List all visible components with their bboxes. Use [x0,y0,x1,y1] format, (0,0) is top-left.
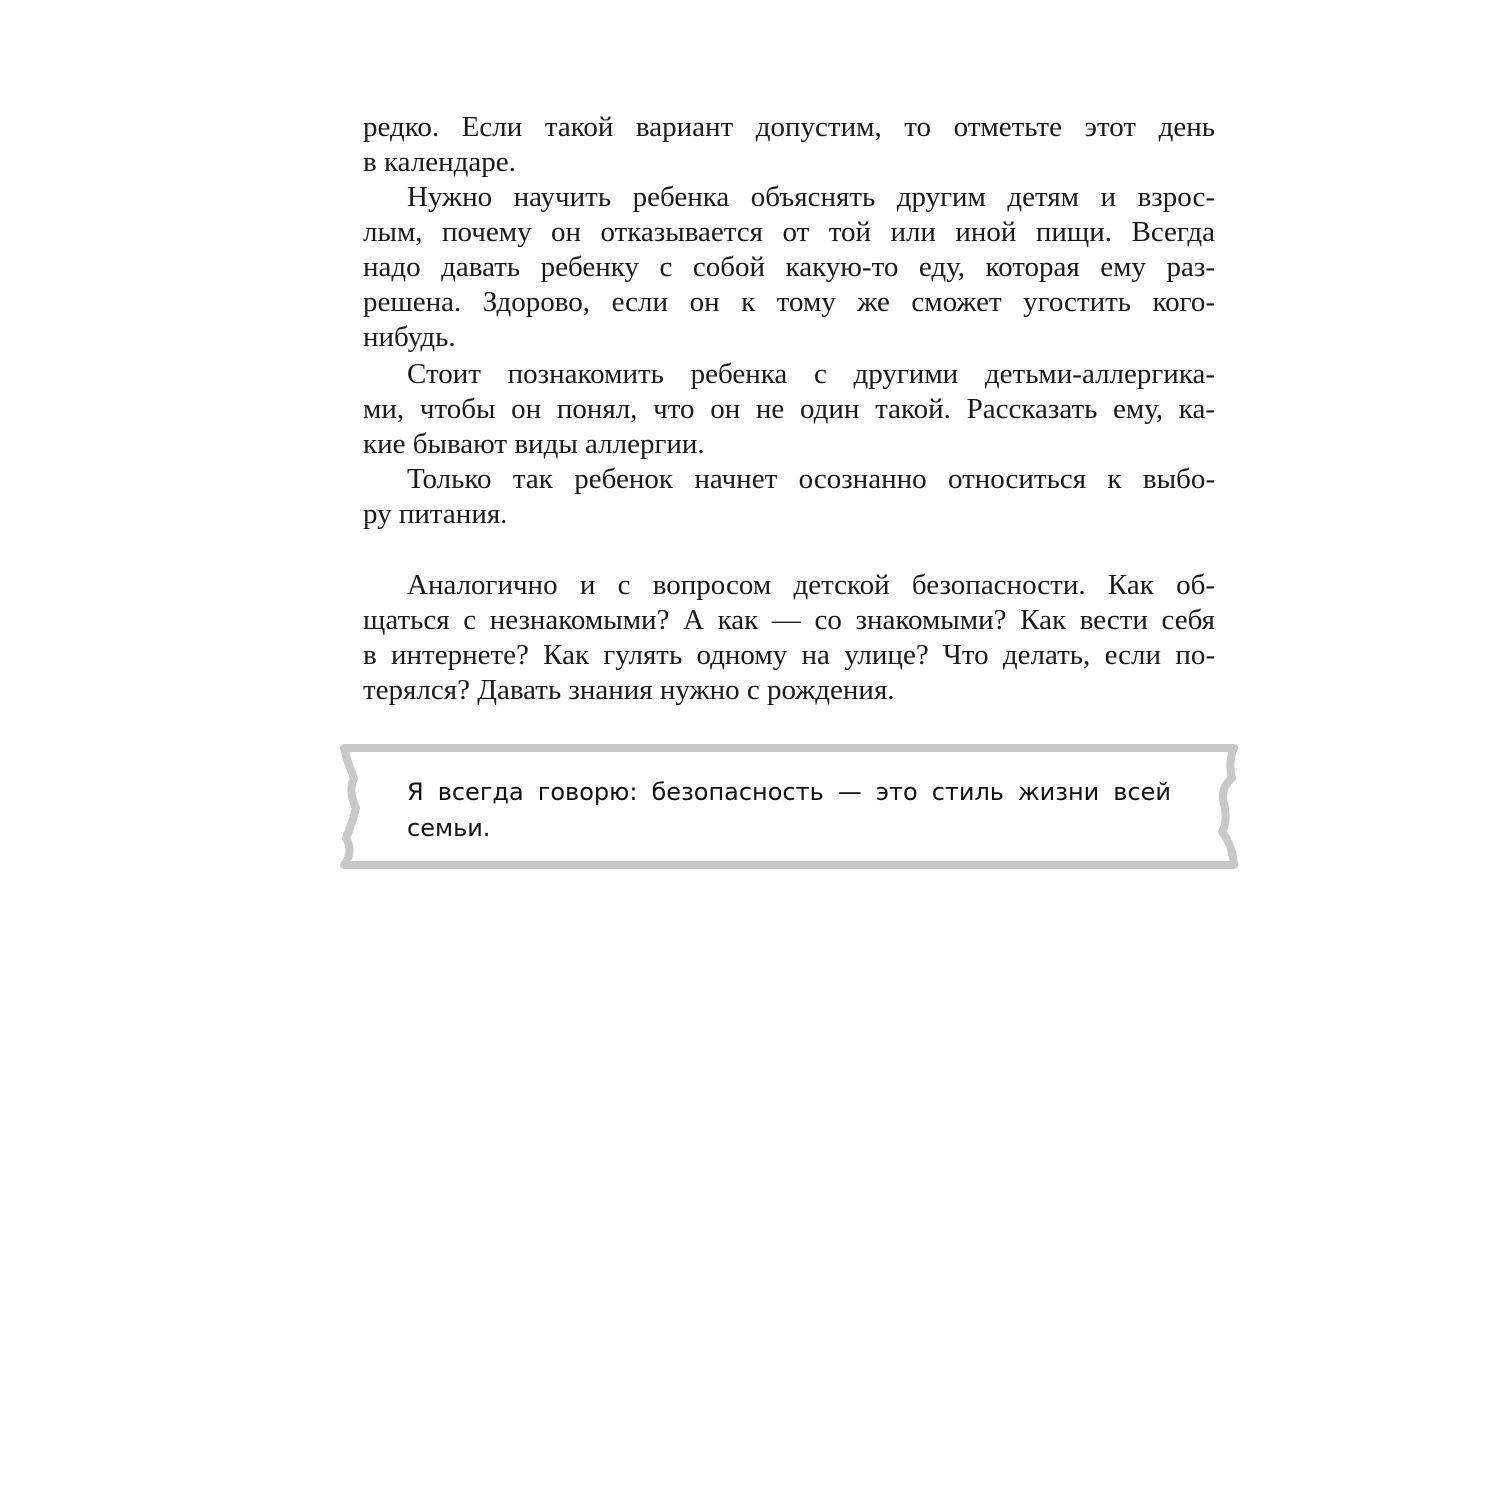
text-line: редко. Если такой вариант допустим, то отметьте этот день [363,111,1215,143]
paragraph-4 [363,462,1215,532]
paragraph-1 [363,110,1215,180]
callout-line: Я всегда говорю: безопасность — это стиль жизни всей [407,778,1171,806]
text-line: ру питания. [363,498,508,530]
text-line: надо давать ребенку с собой какую-то еду, которая ему раз- [363,251,1215,283]
text-line: Нужно научить ребенка объяснять другим детям и взрос- [407,181,1215,213]
text-line: нибудь. [363,321,456,353]
text-line: в интернете? Как гулять одному на улице? Что делать, если по- [363,639,1215,671]
paragraph-2 [363,180,1215,355]
text-line: лым, почему он отказывается от той или иной пищи. Всегда [363,216,1215,248]
text-line: в календаре. [363,146,516,178]
text-line: Стоит познакомить ребенка с другими детьми-аллергика- [407,358,1215,390]
text-line: терялся? Давать знания нужно с рождения. [363,674,895,706]
paragraph-3 [363,357,1215,462]
paragraph-5 [363,568,1215,708]
text-line: щаться с незнакомыми? А как — со знакомыми? Как вести себя [363,604,1215,636]
quote-callout [340,744,1238,869]
text-line: ми, чтобы он понял, что он не один такой. Рассказать ему, ка- [363,393,1215,425]
text-line: Только так ребенок начнет осознанно относиться к выбо- [407,463,1215,495]
callout-line: семьи. [407,814,491,842]
text-line: решена. Здорово, если он к тому же сможет угостить кого- [363,286,1215,318]
callout-text [407,774,1171,846]
text-line: Аналогично и с вопросом детской безопасности. Как об- [407,569,1215,601]
text-line: кие бывают виды аллергии. [363,428,705,460]
